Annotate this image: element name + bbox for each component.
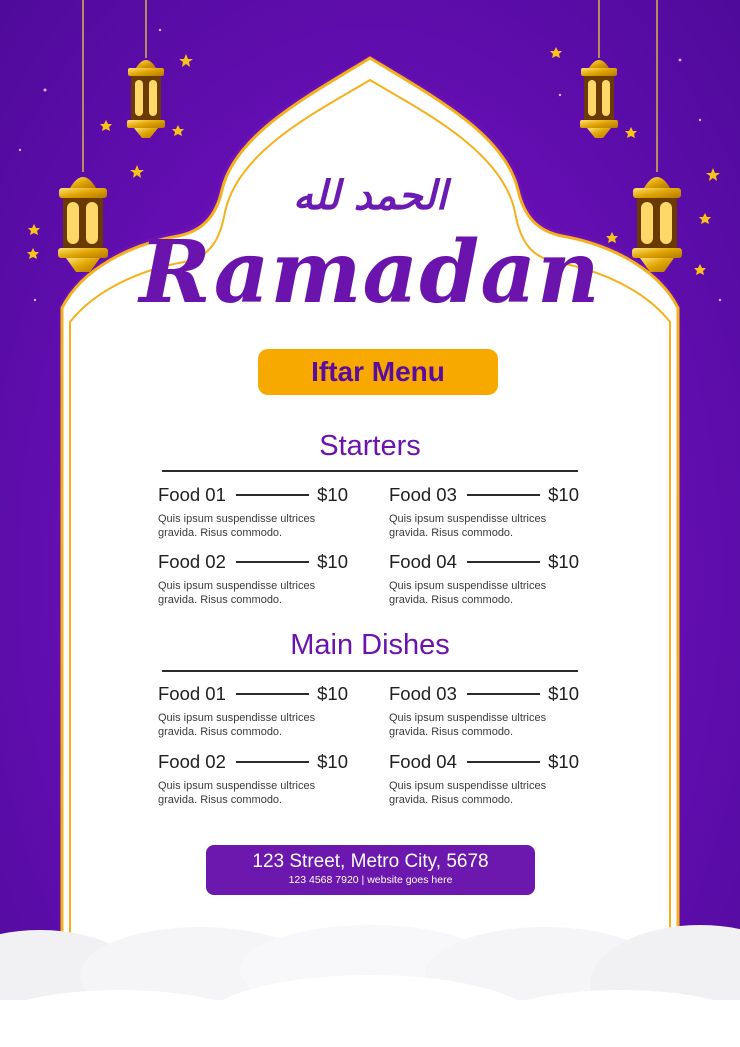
star-icon bbox=[172, 125, 184, 136]
item-price: $10 bbox=[317, 751, 348, 772]
item-price: $10 bbox=[317, 484, 348, 505]
item-description: Quis ipsum suspendisse ultrices gravida. Risus commodo. bbox=[158, 780, 316, 806]
arabic-calligraphy: الحمد لله bbox=[292, 172, 448, 219]
item-name: Food 03 bbox=[389, 683, 457, 704]
menu-item bbox=[158, 551, 348, 607]
menu-item bbox=[389, 751, 579, 807]
item-price: $10 bbox=[548, 683, 579, 704]
star-icon bbox=[625, 127, 637, 138]
item-name: Food 01 bbox=[158, 484, 226, 505]
item-description: Quis ipsum suspendisse ultrices gravida. Risus commodo. bbox=[158, 712, 316, 738]
item-price: $10 bbox=[548, 484, 579, 505]
item-description: Quis ipsum suspendisse ultrices gravida. Risus commodo. bbox=[389, 712, 547, 738]
contact-footer bbox=[206, 845, 535, 895]
section-divider bbox=[162, 470, 578, 472]
menu-item bbox=[158, 751, 348, 807]
item-description: Quis ipsum suspendisse ultrices gravida. Risus commodo. bbox=[158, 580, 316, 606]
star-icon bbox=[550, 47, 562, 58]
section-title-main-dishes: Main Dishes bbox=[290, 629, 450, 661]
lantern-icon bbox=[127, 0, 165, 138]
section-divider bbox=[162, 670, 578, 672]
section-title-starters: Starters bbox=[319, 430, 421, 462]
contact-text: 123 4568 7920 | website goes here bbox=[288, 874, 453, 886]
menu-item bbox=[389, 484, 579, 540]
menu-item bbox=[389, 683, 579, 739]
address-text: 123 Street, Metro City, 5678 bbox=[252, 851, 489, 872]
star-icon bbox=[179, 54, 193, 67]
lantern-icon bbox=[580, 0, 618, 138]
item-description: Quis ipsum suspendisse ultrices gravida. Risus commodo. bbox=[389, 580, 547, 606]
item-name: Food 04 bbox=[389, 751, 457, 772]
item-name: Food 04 bbox=[389, 551, 457, 572]
item-price: $10 bbox=[317, 551, 348, 572]
item-name: Food 02 bbox=[158, 751, 226, 772]
menu-item bbox=[158, 683, 348, 739]
item-price: $10 bbox=[317, 683, 348, 704]
subtitle-badge: Iftar Menu bbox=[258, 349, 498, 395]
item-name: Food 01 bbox=[158, 683, 226, 704]
item-description: Quis ipsum suspendisse ultrices gravida. Risus commodo. bbox=[158, 513, 316, 539]
item-price: $10 bbox=[548, 551, 579, 572]
star-icon bbox=[100, 120, 112, 131]
item-description: Quis ipsum suspendisse ultrices gravida. Risus commodo. bbox=[389, 780, 547, 806]
item-description: Quis ipsum suspendisse ultrices gravida. Risus commodo. bbox=[389, 513, 547, 539]
item-price: $10 bbox=[548, 751, 579, 772]
cloud-icon bbox=[0, 925, 740, 1047]
menu-item bbox=[389, 551, 579, 607]
item-name: Food 03 bbox=[389, 484, 457, 505]
menu-item bbox=[158, 484, 348, 540]
item-name: Food 02 bbox=[158, 551, 226, 572]
page-title: Ramadan bbox=[139, 222, 601, 323]
